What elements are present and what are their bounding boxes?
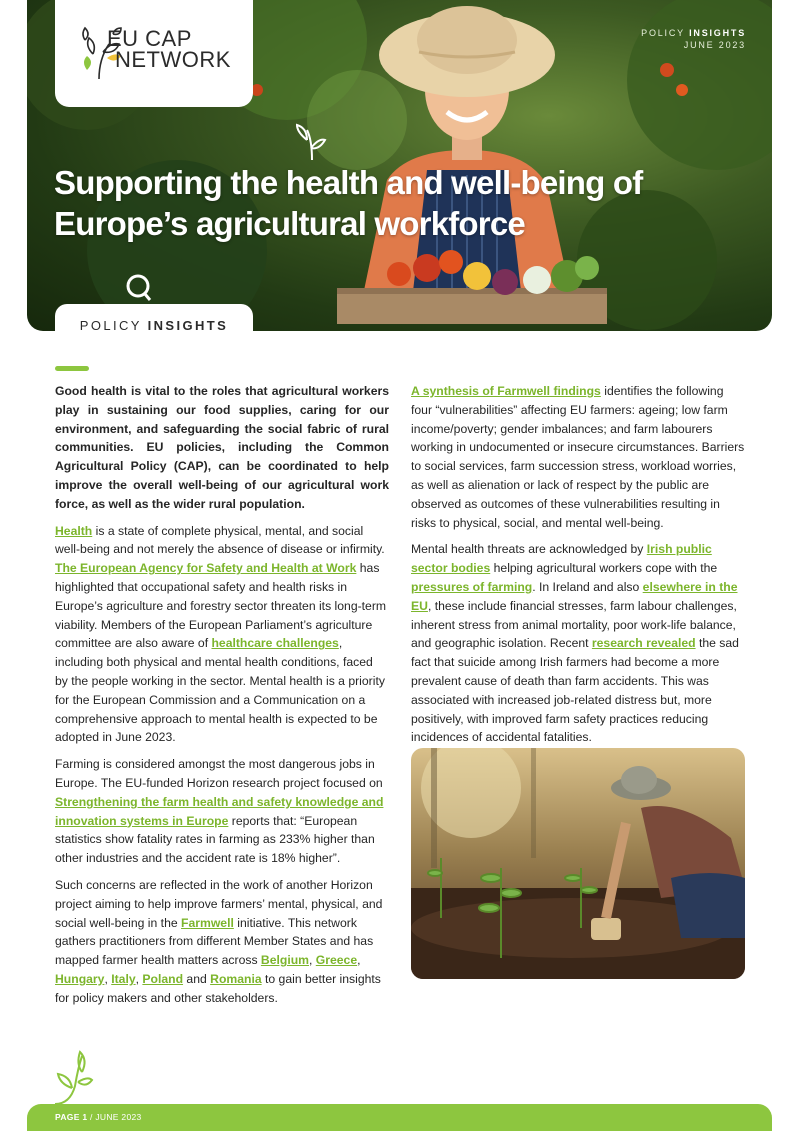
footer-separator: / — [87, 1112, 96, 1122]
text: initiative. This network gathers practitioners from different Member States and has mapped farmer health matters across — [55, 915, 374, 968]
link-research-revealed[interactable]: research revealed — [591, 636, 696, 651]
text: Farming is considered amongst the most dangerous jobs in Europe. The EU-funded Horizon research project focused on — [55, 757, 383, 790]
logo-box — [55, 0, 253, 107]
link-irish-public-sector[interactable]: Irish public sector bodies — [411, 542, 712, 576]
footer-sprout-icon — [50, 1046, 110, 1106]
link-greece[interactable]: Greece — [315, 953, 358, 968]
link-healthcare-challenges[interactable]: healthcare challenges — [211, 636, 339, 651]
series-label — [641, 27, 746, 39]
planting-illustration — [411, 748, 745, 979]
link-synthesis-farmwell[interactable]: A synthesis of Farmwell findings — [411, 384, 601, 398]
footer-bar — [27, 1104, 772, 1131]
text: the sad fact that suicide among Irish farmers had become a more prevalent cause of death than farm accidents. This was associated with increased job-related distress but, more positively, with improved farm safety practices reducing incidences of accidental fatalities. — [411, 636, 739, 745]
link-poland[interactable]: Poland — [142, 971, 184, 986]
link-hungary[interactable]: Hungary — [55, 971, 105, 986]
lead-paragraph: Good health is vital to the roles that agricultural workers play in sustaining our food supplies, caring for our environment, and safeguarding the social fabric of rural communities. EU policies, including the Common Agricultural Policy (CAP), can be coordinated to help improve the overall well-being of our agricultural work force, as well as the wider rural population. — [55, 384, 389, 511]
series-label-light: POLICY — [641, 28, 690, 38]
series-header — [641, 27, 746, 51]
text: , — [357, 953, 361, 968]
accent-bar — [55, 366, 89, 371]
text: Mental health threats are acknowledged by — [411, 542, 647, 557]
link-farmwell[interactable]: Farmwell — [181, 915, 234, 930]
page-number: PAGE 1 — [55, 1112, 88, 1122]
policy-insights-tab — [55, 304, 253, 344]
series-date: JUNE 2023 — [683, 40, 746, 50]
link-italy[interactable]: Italy — [111, 971, 136, 986]
tab-label-light: POLICY — [79, 318, 148, 333]
text: identifies the following four “vulnerabilities” affecting EU farmers: ageing; low farm income/poverty; gender imbalances; and farm labourers working in undocumented or insecure circumstances. Barriers to social services, farm succession stress, workload worries, as well as alienation or lack of respect by the public are observed as outcomes of these vulnerabilities resulting in risks to physical, social, and mental well-being. — [411, 384, 745, 530]
link-elsewhere-eu[interactable]: elsewhere in the EU — [411, 579, 738, 613]
text: . In Ireland and also — [532, 579, 643, 594]
paragraph-farmwell — [55, 876, 389, 1008]
right-column — [411, 382, 745, 755]
text: helping agricultural workers cope with the — [490, 561, 718, 576]
link-strengthening-farm-health[interactable]: Strengthening the farm health and safety knowledge and innovation systems in Europe — [55, 794, 384, 828]
text: , including both physical and mental health conditions, faced by the people working in the sector. Mental health is a priority for the European Commission and a Communication on a comprehensive approach to mental health is expected to be adopted in June 2023. — [55, 636, 385, 745]
text: , — [135, 971, 143, 986]
left-column — [55, 382, 389, 1016]
paragraph-farming-danger — [55, 755, 389, 868]
link-eu-osha[interactable]: The European Agency for Safety and Health at Work — [55, 561, 357, 576]
paragraph-synthesis — [411, 382, 745, 532]
link-belgium[interactable]: Belgium — [260, 953, 309, 968]
paragraph-health — [55, 522, 389, 748]
link-health[interactable]: Health — [55, 523, 93, 538]
link-pressures-of-farming[interactable]: pressures of farming — [411, 579, 533, 594]
text: , these include financial stresses, farm labour challenges, inherent stress from animal mortality, poor work-life balance, and geographic isolation. Recent — [411, 598, 737, 651]
link-romania[interactable]: Romania — [210, 971, 262, 986]
text: has highlighted that occupational safety and health risks in Europe’s agriculture and forestry sector threaten its long-term viability. Members of the European Parliament’s agriculture committee are also aware of — [55, 561, 387, 651]
logo-wordmark — [107, 28, 231, 70]
tab-label-bold: INSIGHTS — [147, 318, 229, 333]
logo-line-1: EU CAP — [107, 26, 192, 51]
text: and — [183, 971, 211, 986]
footer-date: JUNE 2023 — [95, 1112, 142, 1122]
planting-photo — [411, 748, 745, 979]
text: reports that: “European statistics show fatality rates in farming as 233% higher than other industries and the accident rate is 18% higher”. — [55, 813, 375, 866]
text: is a state of complete physical, mental, and social well-being and not merely the absence of disease or infirmity. — [55, 523, 385, 557]
text: , — [309, 953, 316, 968]
paragraph-mental-health — [411, 540, 745, 747]
text: , — [104, 971, 112, 986]
text: Such concerns are reflected in the work of another Horizon project aiming to help improve farmers’ mental, physical, and social well-being in the — [55, 877, 383, 930]
series-label-bold: INSIGHTS — [689, 28, 746, 38]
text: to gain better insights for policy makers and other stakeholders. — [55, 971, 381, 1005]
logo-line-2: NETWORK — [115, 47, 231, 72]
page-title: Supporting the health and well-being of Europe’s agricultural workforce — [54, 164, 643, 242]
